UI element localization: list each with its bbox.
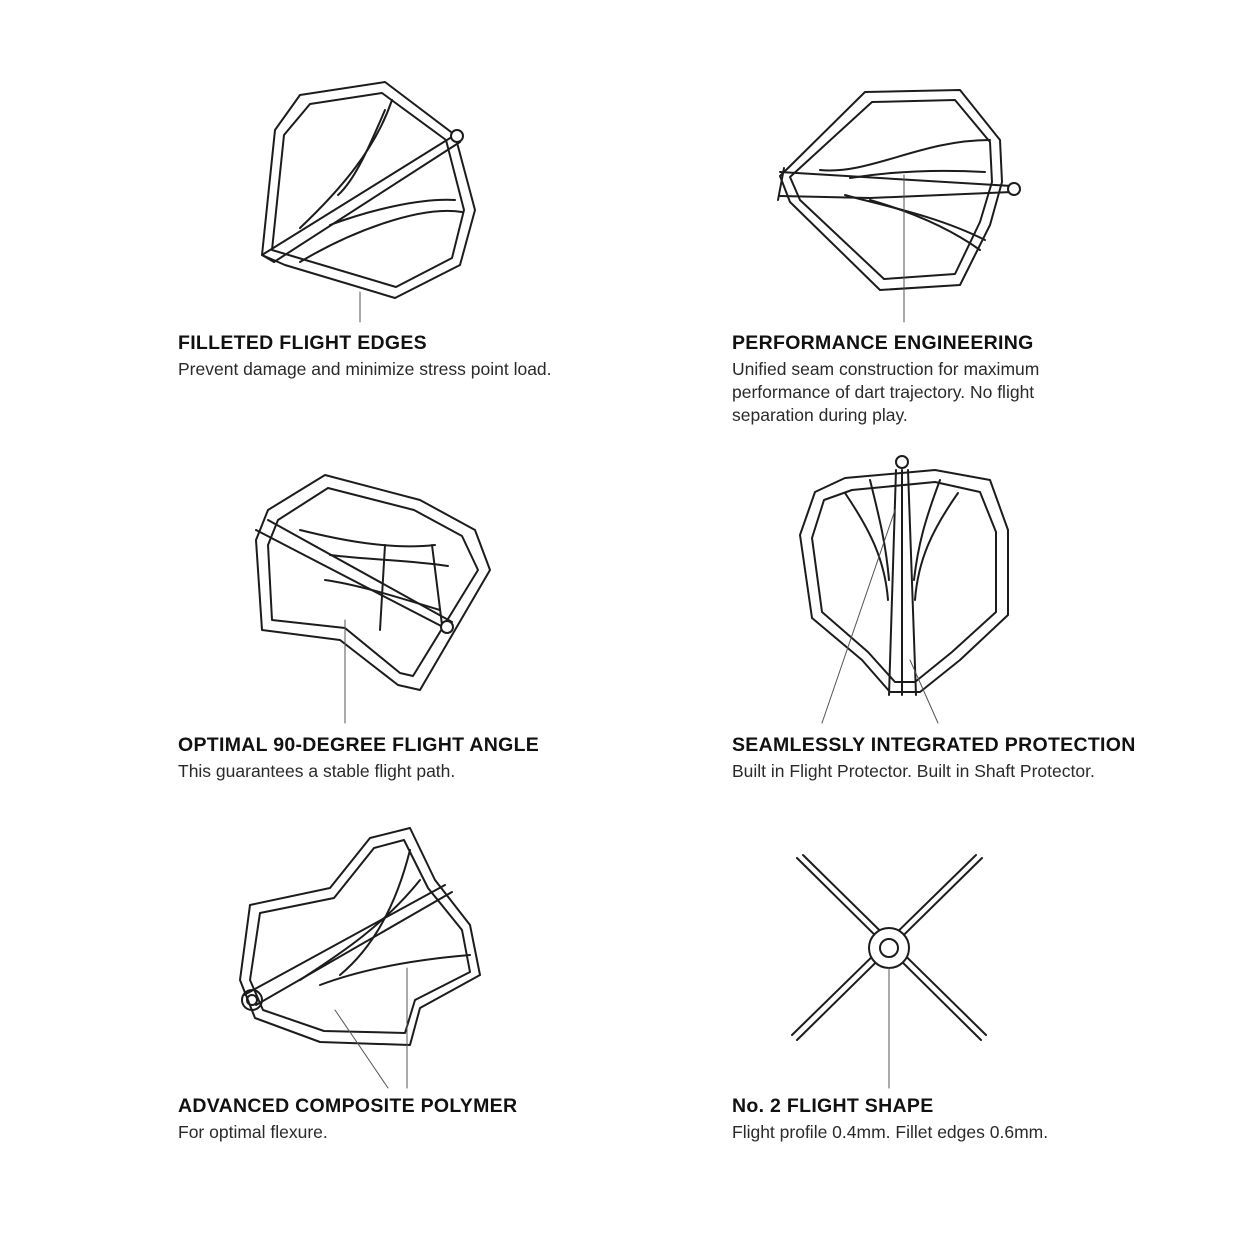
- feature-description: Built in Flight Protector. Built in Shaft Protector.: [732, 761, 1095, 781]
- feature-flight-shape: [732, 1095, 1202, 1144]
- feature-flight-angle: [178, 734, 648, 783]
- feature-integrated-protection: [732, 734, 1202, 783]
- ninety-degree-flight-illustration: [256, 475, 490, 723]
- feature-title: No. 2 FLIGHT SHAPE: [732, 1095, 934, 1117]
- x-shape-flight-illustration: [792, 855, 986, 1088]
- feature-title: OPTIMAL 90-DEGREE FLIGHT ANGLE: [178, 734, 540, 756]
- integrated-protection-flight-illustration: [800, 456, 1008, 723]
- filleted-edges-flight-illustration: [262, 82, 475, 322]
- feature-title: SEAMLESSLY INTEGRATED PROTECTION: [732, 734, 1136, 756]
- feature-description: This guarantees a stable flight path.: [178, 761, 456, 781]
- feature-description: For optimal flexure.: [178, 1122, 328, 1142]
- feature-description: Prevent damage and minimize stress point load.: [178, 359, 552, 379]
- feature-title: PERFORMANCE ENGINEERING: [732, 332, 1034, 354]
- performance-engineering-flight-illustration: [778, 90, 1020, 322]
- feature-performance-engineering: [732, 332, 1092, 427]
- feature-title: ADVANCED COMPOSITE POLYMER: [178, 1095, 518, 1117]
- feature-composite-polymer: [178, 1095, 648, 1144]
- feature-description: Flight profile 0.4mm. Fillet edges 0.6mm.: [732, 1122, 1049, 1142]
- composite-polymer-flight-illustration: [240, 828, 480, 1088]
- feature-filleted-flight-edges: [178, 332, 648, 381]
- feature-description: Unified seam construction for maximum performance of dart trajectory. No flight separation during play.: [732, 359, 1040, 425]
- feature-title: FILLETED FLIGHT EDGES: [178, 332, 427, 354]
